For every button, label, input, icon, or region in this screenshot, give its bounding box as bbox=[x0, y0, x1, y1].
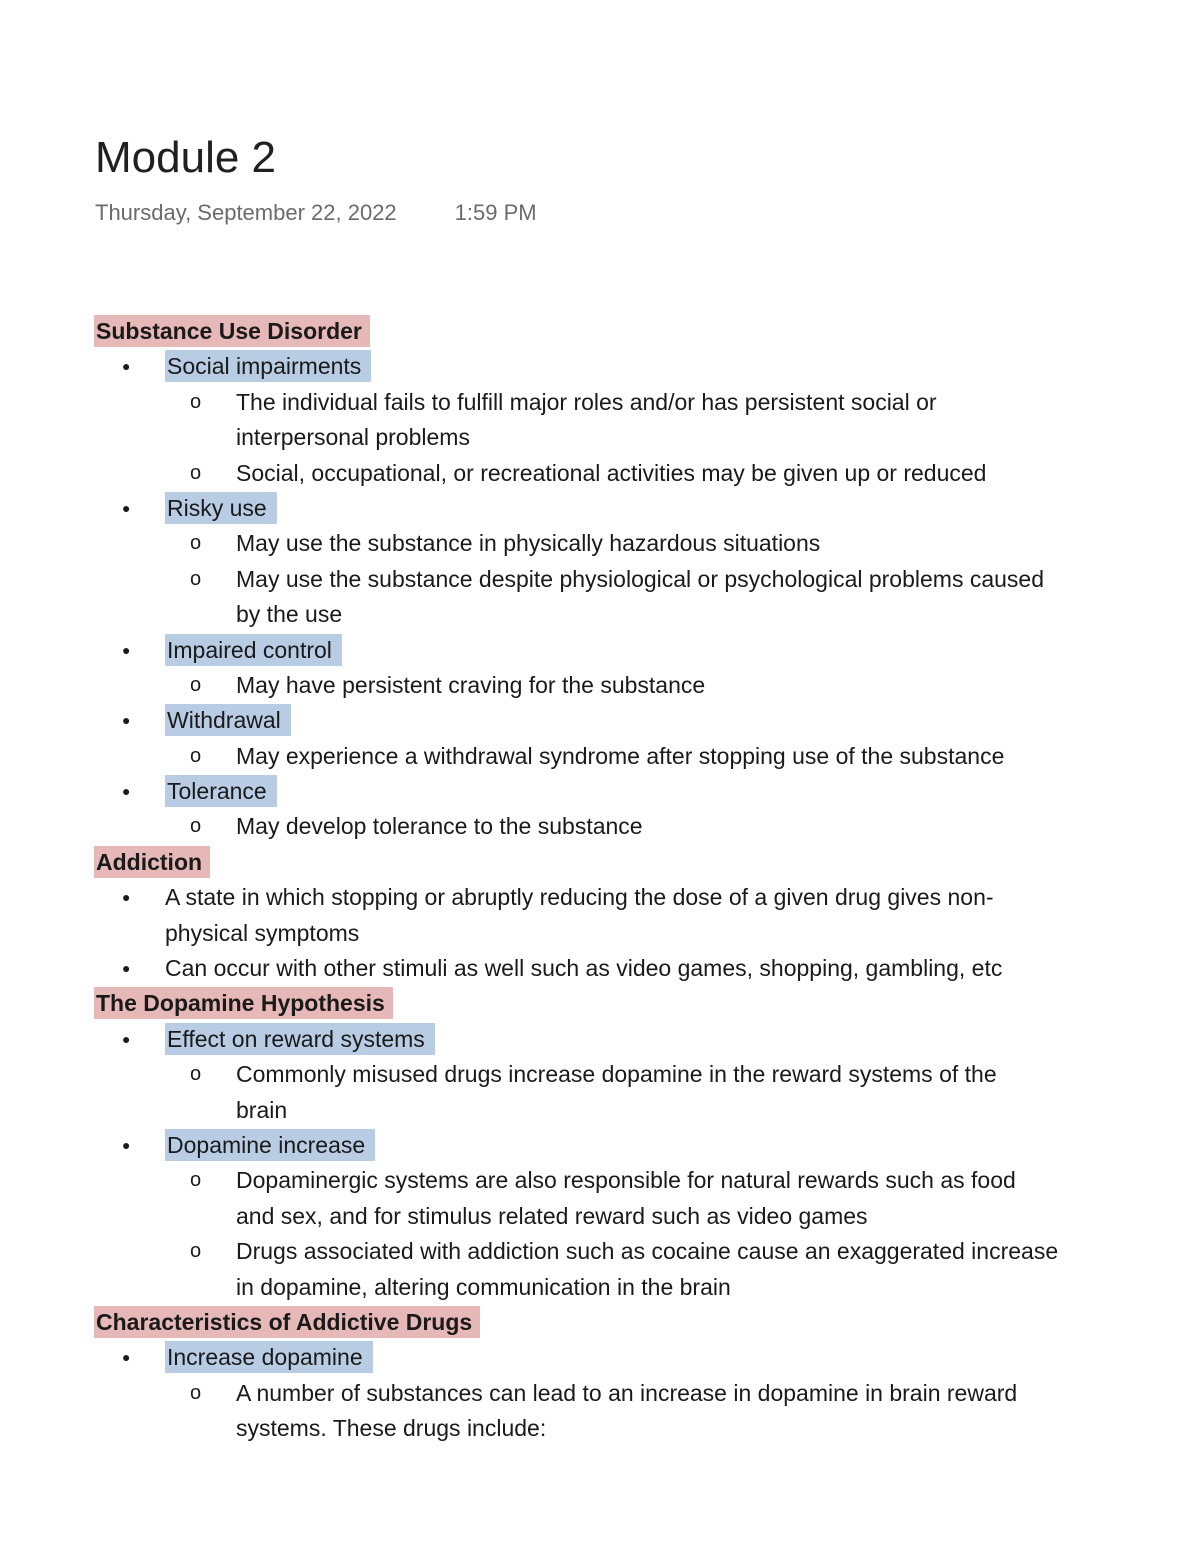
detail-text: in dopamine, altering communication in the brain bbox=[236, 1273, 731, 1300]
bullet-icon: ● bbox=[122, 783, 131, 800]
detail-text: Dopaminergic systems are also responsible for natural rewards such as food bbox=[236, 1167, 1016, 1194]
circle-bullet-icon: o bbox=[190, 744, 202, 767]
list-item bbox=[0, 526, 1200, 561]
list-item bbox=[0, 1376, 1200, 1411]
subheading-effect-on-reward-systems: Effect on reward systems bbox=[165, 1023, 435, 1055]
section-heading bbox=[0, 986, 1200, 1021]
list-item bbox=[0, 951, 1200, 986]
circle-bullet-icon: o bbox=[190, 461, 202, 484]
detail-text: May use the substance in physically hazardous situations bbox=[236, 530, 821, 557]
detail-text: brain bbox=[236, 1096, 288, 1123]
circle-bullet-icon: o bbox=[190, 1169, 202, 1192]
circle-bullet-icon: o bbox=[190, 815, 202, 838]
page-timestamp bbox=[95, 198, 537, 228]
subheading-dopamine-increase: Dopamine increase bbox=[165, 1129, 375, 1161]
list-item-continuation bbox=[0, 1199, 1200, 1234]
list-item bbox=[0, 1163, 1200, 1198]
list-item bbox=[0, 562, 1200, 597]
list-item bbox=[0, 491, 1200, 526]
bullet-icon: ● bbox=[122, 712, 131, 729]
detail-text: and sex, and for stimulus related reward such as video games bbox=[236, 1202, 868, 1229]
bullet-icon: ● bbox=[122, 499, 131, 516]
subheading-increase-dopamine: Increase dopamine bbox=[165, 1341, 373, 1373]
heading-characteristics-of-addictive-drugs: Characteristics of Addictive Drugs bbox=[94, 1306, 480, 1338]
bullet-icon: ● bbox=[122, 889, 131, 906]
heading-substance-use-disorder: Substance Use Disorder bbox=[94, 315, 370, 347]
list-item-continuation bbox=[0, 1093, 1200, 1128]
list-item bbox=[0, 1234, 1200, 1269]
detail-text: Commonly misused drugs increase dopamine in the reward systems of the bbox=[236, 1061, 997, 1088]
detail-text: by the use bbox=[236, 601, 343, 628]
list-item bbox=[0, 456, 1200, 491]
detail-text: physical symptoms bbox=[165, 919, 360, 946]
heading-dopamine-hypothesis: The Dopamine Hypothesis bbox=[94, 987, 393, 1019]
list-item bbox=[0, 880, 1200, 915]
detail-text: May use the substance despite physiological or psychological problems caused bbox=[236, 565, 1045, 592]
note-body bbox=[0, 314, 1200, 1447]
detail-text: May experience a withdrawal syndrome after stopping use of the substance bbox=[236, 742, 1005, 769]
circle-bullet-icon: o bbox=[190, 390, 202, 413]
list-item bbox=[0, 349, 1200, 384]
circle-bullet-icon: o bbox=[190, 1240, 202, 1263]
list-item-continuation bbox=[0, 916, 1200, 951]
bullet-icon: ● bbox=[122, 1349, 131, 1366]
circle-bullet-icon: o bbox=[190, 567, 202, 590]
circle-bullet-icon: o bbox=[190, 673, 202, 696]
list-item bbox=[0, 668, 1200, 703]
section-heading bbox=[0, 845, 1200, 880]
page-date: Thursday, September 22, 2022 bbox=[95, 200, 397, 225]
circle-bullet-icon: o bbox=[190, 1381, 202, 1404]
list-item bbox=[0, 385, 1200, 420]
list-item bbox=[0, 739, 1200, 774]
detail-text: Social, occupational, or recreational activities may be given up or reduced bbox=[236, 459, 987, 486]
subheading-tolerance: Tolerance bbox=[165, 775, 277, 807]
bullet-icon: ● bbox=[122, 960, 131, 977]
list-item-continuation bbox=[0, 1270, 1200, 1305]
list-item-continuation bbox=[0, 597, 1200, 632]
detail-text: interpersonal problems bbox=[236, 424, 470, 451]
subheading-impaired-control: Impaired control bbox=[165, 634, 342, 666]
section-heading bbox=[0, 314, 1200, 349]
list-item bbox=[0, 1340, 1200, 1375]
bullet-icon: ● bbox=[122, 1030, 131, 1047]
circle-bullet-icon: o bbox=[190, 1063, 202, 1086]
circle-bullet-icon: o bbox=[190, 532, 202, 555]
detail-text: systems. These drugs include: bbox=[236, 1415, 547, 1442]
page-time: 1:59 PM bbox=[454, 200, 537, 225]
list-item bbox=[0, 1022, 1200, 1057]
list-item bbox=[0, 774, 1200, 809]
bullet-icon: ● bbox=[122, 358, 131, 375]
detail-text: A state in which stopping or abruptly reducing the dose of a given drug gives non- bbox=[165, 884, 994, 911]
list-item bbox=[0, 809, 1200, 844]
list-item bbox=[0, 703, 1200, 738]
subheading-withdrawal: Withdrawal bbox=[165, 704, 291, 736]
bullet-icon: ● bbox=[122, 1136, 131, 1153]
detail-text: Drugs associated with addiction such as cocaine cause an exaggerated increase bbox=[236, 1238, 1059, 1265]
page-title: Module 2 bbox=[95, 133, 277, 182]
list-item bbox=[0, 1128, 1200, 1163]
list-item-continuation bbox=[0, 1411, 1200, 1446]
subheading-social-impairments: Social impairments bbox=[165, 350, 371, 382]
list-item bbox=[0, 1057, 1200, 1092]
list-item bbox=[0, 633, 1200, 668]
subheading-risky-use: Risky use bbox=[165, 492, 277, 524]
detail-text: May develop tolerance to the substance bbox=[236, 813, 643, 840]
heading-addiction: Addiction bbox=[94, 846, 210, 878]
detail-text: Can occur with other stimuli as well such as video games, shopping, gambling, etc bbox=[165, 955, 1003, 982]
detail-text: A number of substances can lead to an increase in dopamine in brain reward bbox=[236, 1379, 1018, 1406]
list-item-continuation bbox=[0, 420, 1200, 455]
detail-text: May have persistent craving for the substance bbox=[236, 671, 706, 698]
bullet-icon: ● bbox=[122, 641, 131, 658]
section-heading bbox=[0, 1305, 1200, 1340]
detail-text: The individual fails to fulfill major roles and/or has persistent social or bbox=[236, 388, 937, 415]
